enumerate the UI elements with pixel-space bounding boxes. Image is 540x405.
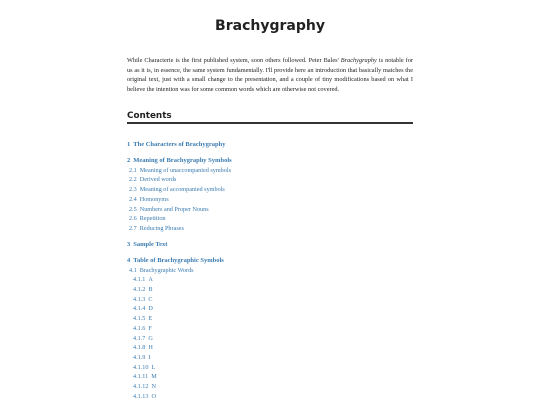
toc-label: Derived words (139, 176, 177, 184)
toc-number: 2 (127, 157, 131, 164)
intro-text-part2: is notable for us as it is, in essence, the same system fundamentally. I'll provide here an introduction that basically matches the original text, just with a small change to the presentation, and a couple of tiny modifications based on what I believe the intention was for some common words which are otherwise not covered. (127, 57, 413, 94)
toc-label: Sample Text (133, 240, 168, 248)
toc-link-letter-g[interactable] (127, 334, 413, 344)
toc-label: Meaning of Brachygraphy Symbols (133, 157, 232, 164)
toc-number: 4.1.7 (133, 334, 146, 342)
page-title: Brachygraphy (215, 18, 325, 34)
contents-divider (127, 122, 413, 124)
toc-link-letter-m[interactable] (127, 372, 413, 382)
contents-heading: Contents (127, 111, 172, 121)
toc-number: 4.1.10 (133, 363, 149, 371)
toc-label: I (148, 353, 151, 361)
toc-label: O (151, 392, 156, 400)
toc-number: 4.1.3 (133, 295, 146, 303)
toc-label: F (148, 324, 152, 332)
toc-link-letter-c[interactable] (127, 295, 413, 305)
toc-number: 2.7 (129, 224, 137, 232)
toc-label: The Characters of Brachygraphy (133, 141, 226, 148)
toc-label: M (151, 373, 157, 381)
intro-book-title: Brachygraphy (340, 57, 377, 65)
toc-link-symbol-table[interactable] (127, 256, 413, 266)
intro-paragraph (127, 56, 413, 94)
toc-number: 2.6 (129, 215, 137, 223)
toc-label: Reducing Phrases (139, 224, 184, 232)
toc-label: Table of Brachygraphic Symbols (133, 256, 224, 264)
toc-link-letter-d[interactable] (127, 304, 413, 314)
toc-link-letter-n[interactable] (127, 382, 413, 392)
toc-label: Repetition (139, 215, 166, 223)
toc-label: A (148, 276, 153, 284)
toc-label: N (151, 383, 156, 391)
toc-link-letter-l[interactable] (127, 363, 413, 373)
toc-link-letter-o[interactable] (127, 392, 413, 402)
toc-number: 2.1 (129, 166, 137, 174)
toc-label: D (148, 305, 153, 313)
toc-link-letter-b[interactable] (127, 285, 413, 295)
intro-text-part1: While Characterie is the first published system, soon others followed. Peter Bales' (127, 57, 341, 65)
toc-number: 1 (127, 141, 131, 148)
toc-label: C (148, 295, 153, 303)
toc-number: 4.1.2 (133, 286, 146, 294)
toc-link-homonyms[interactable] (127, 195, 413, 205)
toc-number: 4.1.4 (133, 305, 146, 313)
toc-number: 4 (127, 256, 131, 264)
toc-number: 4.1.13 (133, 392, 149, 400)
toc-number: 4.1.6 (133, 324, 146, 332)
toc-label: Meaning of accompanied symbols (139, 186, 225, 194)
toc-number: 3 (127, 240, 131, 248)
toc-link-derived-words[interactable] (127, 175, 413, 185)
toc-label: L (151, 363, 156, 371)
toc-label: Homonyms (139, 195, 169, 203)
toc-link-letter-e[interactable] (127, 314, 413, 324)
toc-number: 2.5 (129, 205, 137, 213)
toc-number: 4.1.12 (133, 383, 149, 391)
toc-link-repetition[interactable] (127, 214, 413, 224)
toc-number: 2.2 (129, 176, 137, 184)
toc-label: Meaning of unaccompanied symbols (139, 166, 231, 174)
toc-link-letter-a[interactable] (127, 275, 413, 285)
toc-link-reducing-phrases[interactable] (127, 224, 413, 234)
toc-link-numbers-proper-nouns[interactable] (127, 205, 413, 215)
table-of-contents (127, 140, 413, 401)
toc-label: Brachygraphic Words (139, 266, 194, 274)
toc-link-unaccompanied-symbols[interactable] (127, 166, 413, 176)
toc-number: 4.1 (129, 266, 137, 274)
toc-label: B (148, 286, 153, 294)
toc-number: 4.1.8 (133, 344, 146, 352)
toc-label: H (148, 344, 153, 352)
toc-number: 4.1.5 (133, 315, 146, 323)
toc-link-accompanied-symbols[interactable] (127, 185, 413, 195)
toc-number: 4.1.1 (133, 276, 146, 284)
toc-number: 4.1.9 (133, 353, 146, 361)
toc-link-letter-h[interactable] (127, 343, 413, 353)
toc-link-meaning-symbols[interactable] (127, 156, 413, 166)
toc-link-brachygraphic-words[interactable] (127, 266, 413, 276)
toc-link-sample-text[interactable] (127, 240, 413, 250)
toc-label: G (148, 334, 153, 342)
toc-label: E (148, 315, 153, 323)
toc-link-letter-i[interactable] (127, 353, 413, 363)
toc-number: 2.4 (129, 195, 137, 203)
toc-link-characters[interactable] (127, 140, 413, 150)
toc-number: 2.3 (129, 186, 137, 194)
toc-number: 4.1.11 (133, 373, 149, 381)
toc-link-letter-f[interactable] (127, 324, 413, 334)
toc-label: Numbers and Proper Nouns (139, 205, 209, 213)
